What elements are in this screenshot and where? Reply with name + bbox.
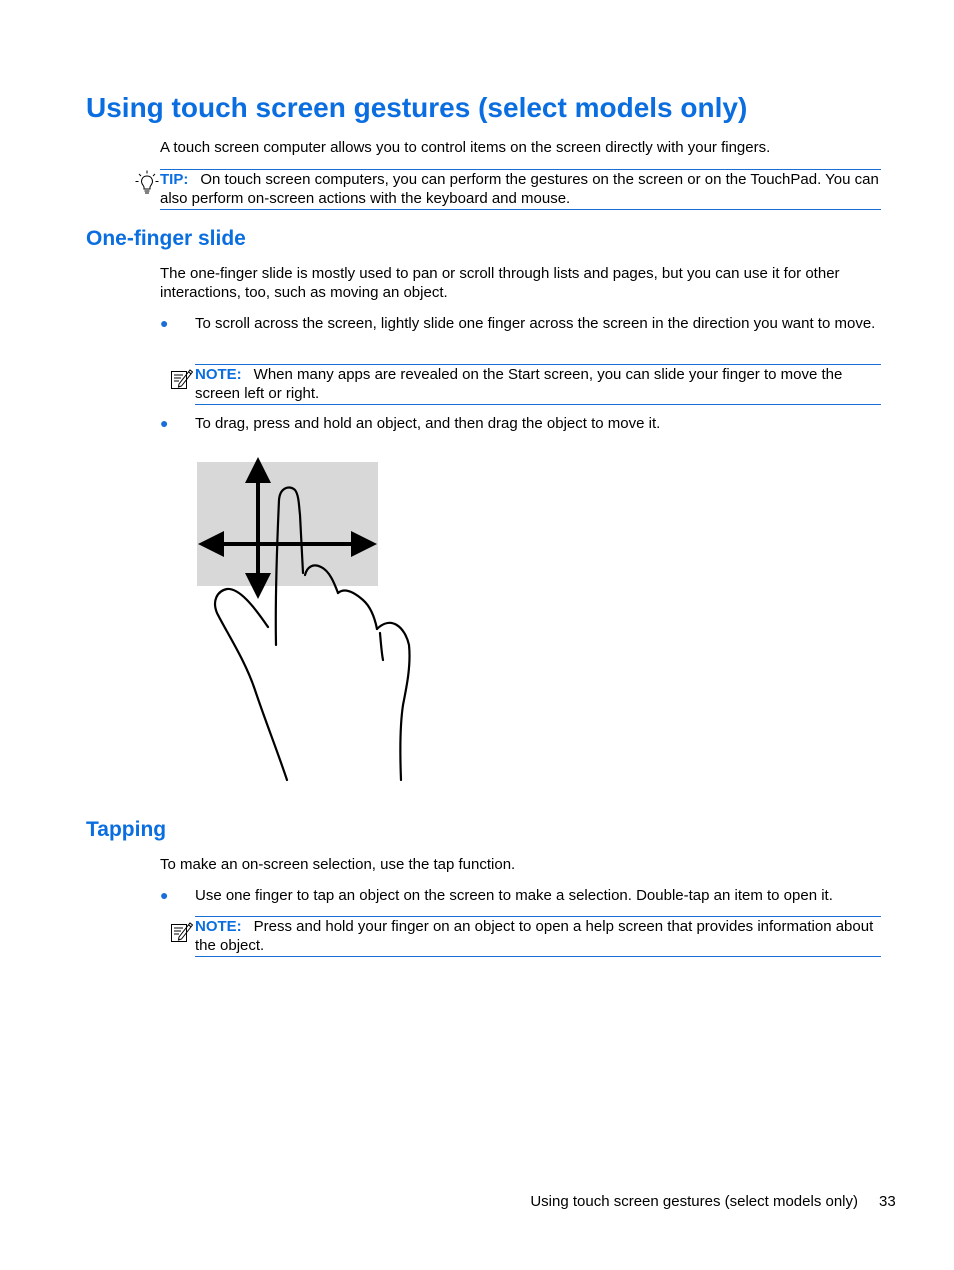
bullet-icon: ● — [160, 415, 169, 431]
note-pencil-icon — [170, 919, 194, 943]
list-item-text: To scroll across the screen, lightly slide one finger across the screen in the direction you want to move. — [195, 315, 876, 332]
section-heading-one-finger-slide: One-finger slide — [86, 227, 246, 250]
touch-area — [197, 462, 378, 586]
note-text: When many apps are revealed on the Start screen, you can slide your finger to move the screen left or right. — [195, 366, 843, 402]
footer-title: Using touch screen gestures (select models only) — [530, 1193, 858, 1210]
section-heading-tapping: Tapping — [86, 818, 167, 841]
note-label: NOTE: — [195, 366, 242, 383]
hand-one-finger-slide-illustration — [195, 455, 415, 785]
list-item — [160, 886, 882, 905]
section-body: To make an on-screen selection, use the tap function. — [160, 856, 516, 873]
note-text: Press and hold your finger on an object to open a help screen that provides information about the object. — [195, 918, 874, 954]
bullet-icon: ● — [160, 315, 169, 331]
list-item — [160, 414, 882, 433]
list-item-text: To drag, press and hold an object, and then drag the object to move it. — [195, 415, 661, 432]
tip-label: TIP: — [160, 171, 189, 188]
bullet-icon: ● — [160, 887, 169, 903]
intro-paragraph: A touch screen computer allows you to control items on the screen directly with your fingers. — [160, 139, 771, 156]
tip-box — [160, 169, 881, 210]
page-number: 33 — [879, 1193, 896, 1210]
section-body: The one-finger slide is mostly used to pan or scroll through lists and pages, but you can use it for other interactions, too, such as moving an object. — [160, 265, 840, 301]
list-item — [160, 314, 882, 333]
tip-text: On touch screen computers, you can perform the gestures on the screen or on the TouchPad. You can also perform on-screen actions with the keyboard and mouse. — [160, 171, 879, 207]
note-label: NOTE: — [195, 918, 242, 935]
note-pencil-icon — [170, 366, 194, 390]
list-item-text: Use one finger to tap an object on the screen to make a selection. Double-tap an item to open it. — [195, 887, 833, 904]
page-title: Using touch screen gestures (select models only) — [86, 92, 748, 123]
note-box — [195, 364, 881, 405]
note-box — [195, 916, 881, 957]
lightbulb-icon — [135, 170, 159, 196]
